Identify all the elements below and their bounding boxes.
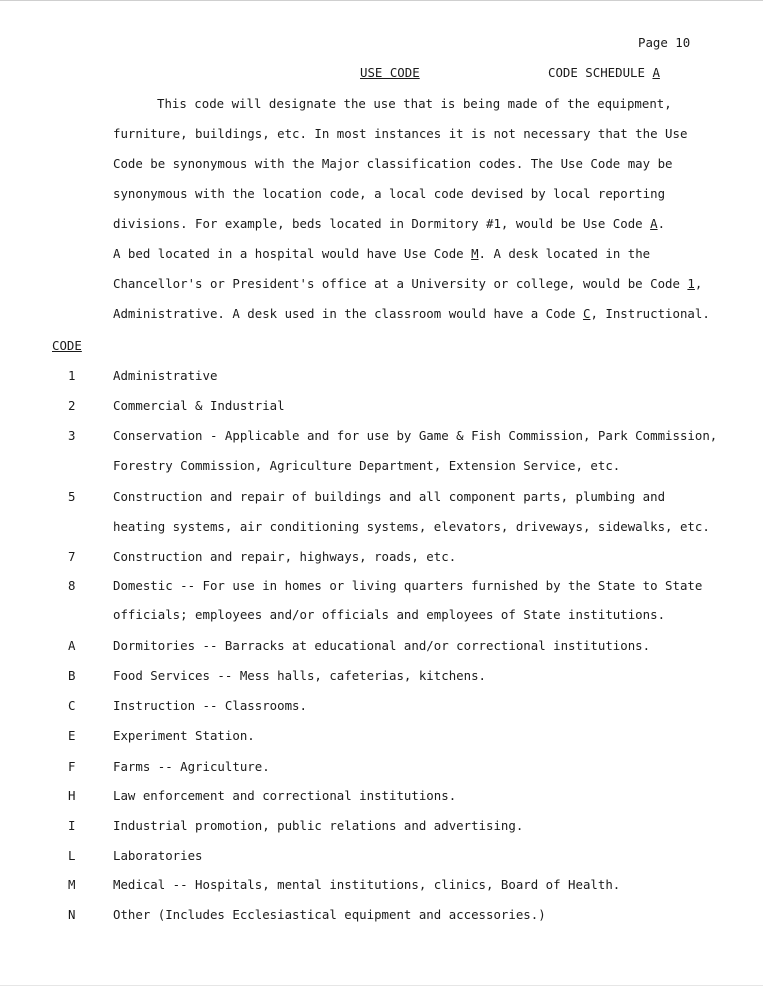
code-value: L [68, 848, 76, 863]
code-value: 5 [68, 489, 76, 504]
code-description: Conservation - Applicable and for use by Game & Fish Commission, Park Commission, [113, 428, 718, 443]
code-description: Farms -- Agriculture. [113, 759, 270, 774]
intro-line-7-code: 1 [687, 276, 695, 291]
intro-line-5 [113, 216, 665, 232]
code-description: Food Services -- Mess halls, cafeterias, kitchens. [113, 668, 486, 683]
code-description-continued: Forestry Commission, Agriculture Department, Extension Service, etc. [113, 458, 621, 473]
intro-line-6-text: A bed located in a hospital would have Use Code [113, 246, 472, 261]
top-border [0, 0, 763, 1]
intro-line-8 [113, 306, 710, 322]
code-description: Law enforcement and correctional institutions. [113, 788, 457, 803]
code-heading: CODE [52, 338, 82, 353]
code-schedule-prefix: CODE SCHEDULE [548, 65, 653, 80]
intro-line-7 [113, 276, 702, 292]
code-value: 8 [68, 578, 76, 593]
intro-line-4: synonymous with the location code, a local code devised by local reporting [113, 186, 666, 201]
code-description: Medical -- Hospitals, mental institutions, clinics, Board of Health. [113, 877, 621, 892]
code-value: B [68, 668, 76, 683]
code-value: N [68, 907, 76, 922]
code-description: Other (Includes Ecclesiastical equipment and accessories.) [113, 907, 546, 922]
code-value: 1 [68, 368, 76, 383]
intro-line-7-end: , [694, 276, 703, 291]
code-description: Laboratories [113, 848, 203, 863]
code-value: M [68, 877, 76, 892]
code-value: 2 [68, 398, 76, 413]
intro-line-6-code: M [471, 246, 479, 261]
code-description: Domestic -- For use in homes or living quarters furnished by the State to State [113, 578, 703, 593]
intro-line-1: This code will designate the use that is being made of the equipment, [157, 96, 672, 111]
intro-line-8-end: , Instructional. [590, 306, 710, 321]
code-description: Construction and repair of buildings and all component parts, plumbing and [113, 489, 666, 504]
intro-line-6 [113, 246, 650, 262]
intro-line-6-end: . A desk located in the [478, 246, 651, 261]
code-description: Administrative [113, 368, 218, 383]
intro-line-8-text: Administrative. A desk used in the classroom would have a Code [113, 306, 583, 321]
code-description: Construction and repair, highways, roads, etc. [113, 549, 457, 564]
intro-line-5-code: A [650, 216, 658, 231]
code-value: 3 [68, 428, 76, 443]
intro-line-3: Code be synonymous with the Major classification codes. The Use Code may be [113, 156, 673, 171]
code-value: C [68, 698, 76, 713]
code-description-continued: heating systems, air conditioning systems, elevators, driveways, sidewalks, etc. [113, 519, 710, 534]
code-schedule-label [548, 65, 660, 81]
code-description: Dormitories -- Barracks at educational and/or correctional institutions. [113, 638, 651, 653]
intro-line-5-end: . [657, 216, 666, 231]
code-value: 7 [68, 549, 76, 564]
code-value: E [68, 728, 76, 743]
intro-line-2: furniture, buildings, etc. In most instances it is not necessary that the Use [113, 126, 688, 141]
intro-line-5-text: divisions. For example, beds located in Dormitory #1, would be Use Code [113, 216, 651, 231]
intro-line-8-code: C [582, 306, 591, 321]
code-value: F [68, 759, 76, 774]
code-value: H [68, 788, 76, 803]
intro-line-7-text: Chancellor's or President's office at a University or college, would be Code [113, 276, 688, 291]
code-description: Commercial & Industrial [113, 398, 285, 413]
code-schedule-letter: A [652, 65, 660, 80]
code-value: I [68, 818, 76, 833]
code-description-continued: officials; employees and/or officials and employees of State institutions. [113, 607, 666, 622]
code-description: Instruction -- Classrooms. [113, 698, 307, 713]
page-title: USE CODE [360, 65, 420, 80]
code-description: Industrial promotion, public relations and advertising. [113, 818, 524, 833]
code-description: Experiment Station. [113, 728, 255, 743]
page-number: Page 10 [638, 35, 691, 50]
code-value: A [68, 638, 76, 653]
